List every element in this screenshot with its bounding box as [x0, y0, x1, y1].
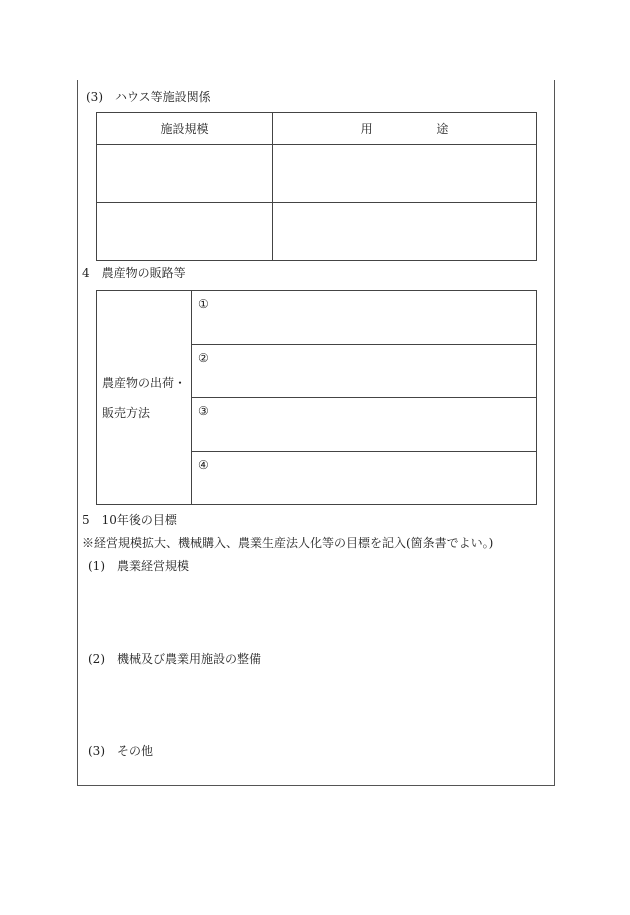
usage-cell[interactable] — [273, 203, 537, 261]
sales-method-item-4[interactable]: ④ — [192, 452, 537, 505]
sales-method-label-line1: 農産物の出荷・ — [102, 375, 187, 390]
sales-method-item-3[interactable]: ③ — [192, 398, 537, 452]
goal-other: (3) その他 — [88, 744, 153, 758]
sales-table — [96, 290, 537, 505]
facility-scale-cell[interactable] — [97, 203, 273, 261]
facility-table — [96, 112, 537, 261]
facility-scale-header: 施設規模 — [97, 113, 273, 145]
usage-header — [273, 113, 537, 145]
sales-method-item-2[interactable]: ② — [192, 345, 537, 398]
facility-scale-cell[interactable] — [97, 145, 273, 203]
section4-title: 4 農産物の販路等 — [82, 266, 186, 280]
sales-method-label — [97, 291, 192, 505]
section5-title: 5 10年後の目標 — [82, 513, 177, 527]
usage-cell[interactable] — [273, 145, 537, 203]
usage-header-part2: 途 — [436, 122, 449, 136]
section3-title: (3) ハウス等施設関係 — [86, 90, 211, 104]
goal-farm-scale: (1) 農業経営規模 — [88, 559, 189, 573]
goal-machinery: (2) 機械及び農業用施設の整備 — [88, 652, 261, 666]
sales-method-label-line2: 販売方法 — [102, 405, 151, 420]
section5-note: ※経営規模拡大、機械購入、農業生産法人化等の目標を記入(箇条書でよい。) — [82, 536, 494, 550]
usage-header-part1: 用 — [360, 122, 373, 136]
sales-method-item-1[interactable]: ① — [192, 291, 537, 345]
